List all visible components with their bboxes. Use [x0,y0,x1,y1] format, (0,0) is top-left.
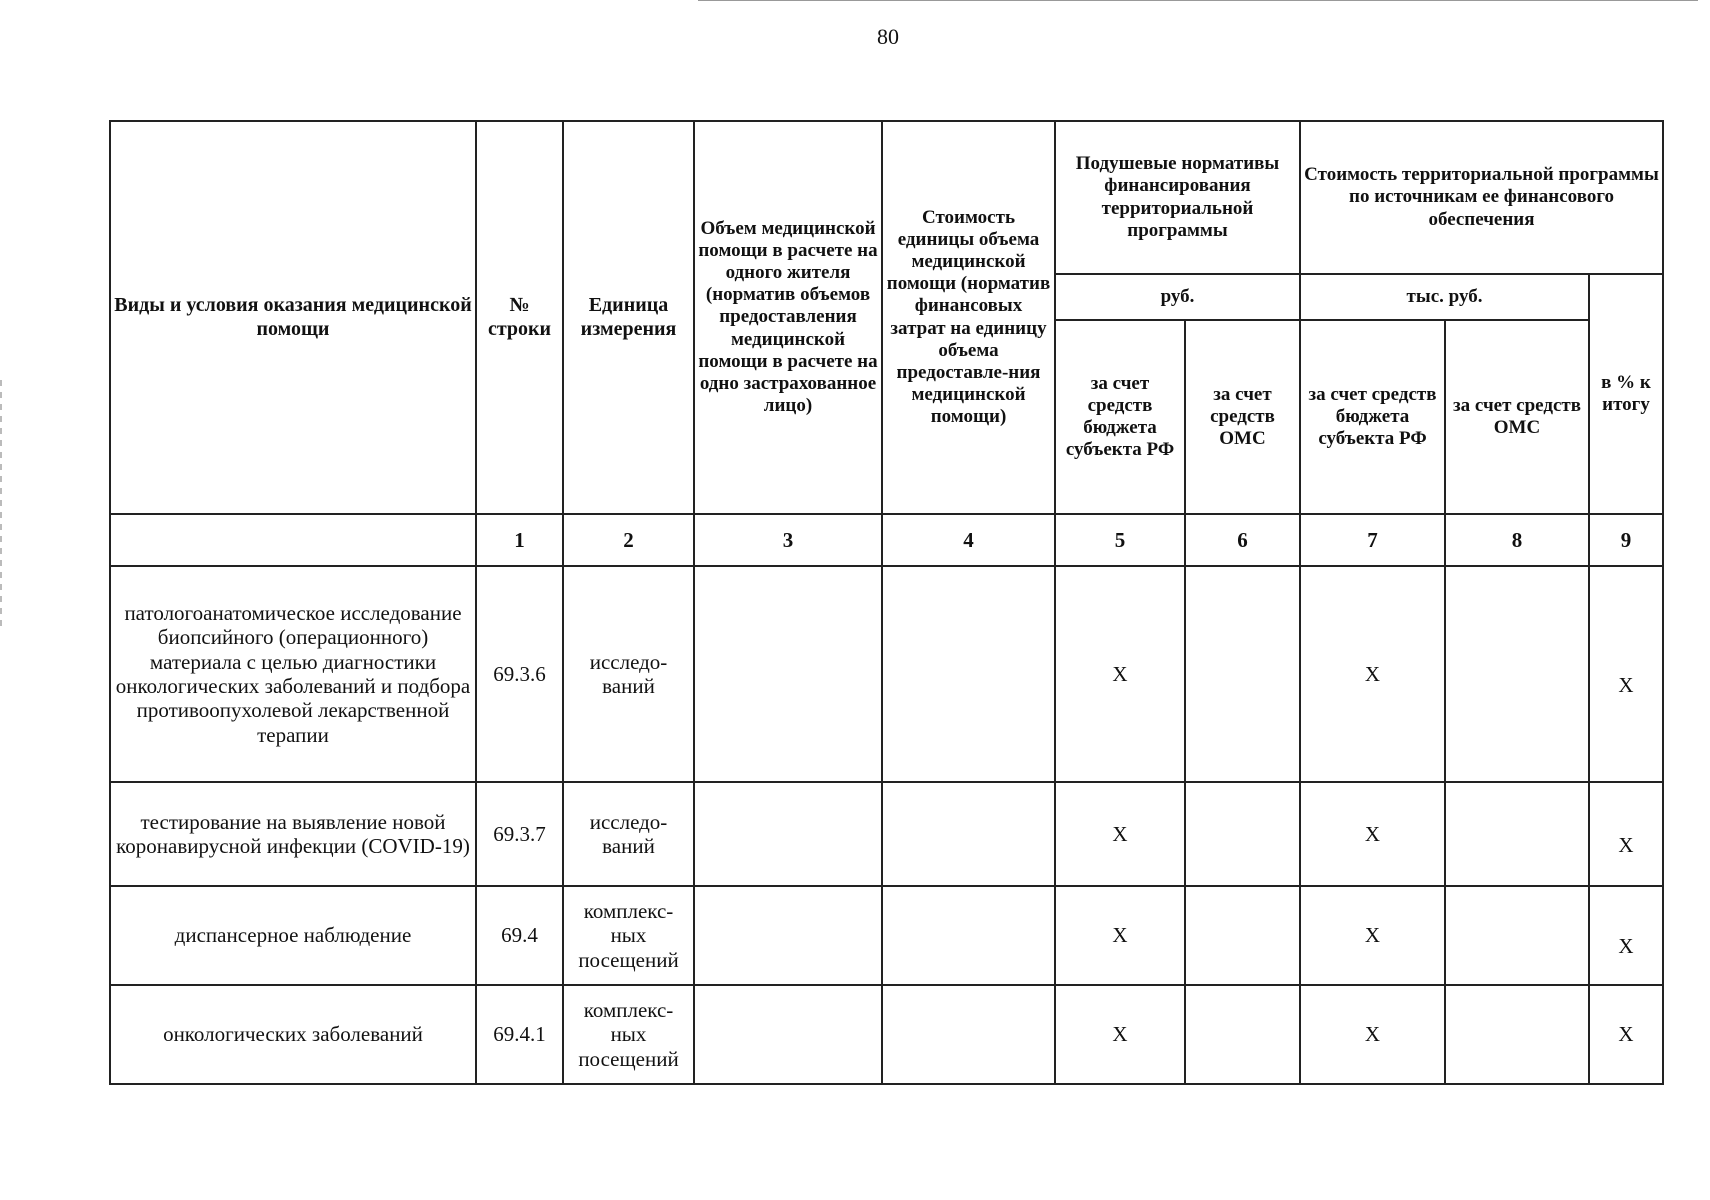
row-number: 69.3.6 [476,566,563,782]
column-number: 1 [476,514,563,566]
header-budget-rf-5: за счет средств бюджета субъекта РФ [1055,320,1185,514]
column-number: 7 [1300,514,1445,566]
financing-table [109,120,1664,1085]
header-budget-rf-7: за счет средств бюджета субъекта РФ [1300,320,1445,514]
row-name: диспансерное наблюдение [110,886,476,985]
header-unit-thousand-rub: тыс. руб. [1300,274,1589,320]
row-number: 69.4 [476,886,563,985]
header-kind-of-care: Виды и условия оказания медицинской помощи [110,121,476,514]
header-unit-cost: Стоимость единицы объема медицинской помощи (норматив финансовых затрат на единицу объема предоставле-ния медицинской помощи) [882,121,1055,514]
cell-volume [694,985,882,1084]
row-unit: исследо-ваний [563,782,694,886]
cell-oms [1185,566,1300,782]
cell-oms [1185,886,1300,985]
cell-unit-cost [882,886,1055,985]
cell-budget-rf: X [1055,782,1185,886]
top-rule [698,0,1698,1]
cell-percent-total: X [1589,566,1663,782]
cell-budget-rf-cost: X [1300,886,1445,985]
cell-oms-cost [1445,566,1589,782]
page-number: 80 [877,24,899,49]
scan-edge-artifact [0,380,2,630]
row-unit: исследо-ваний [563,566,694,782]
row-name: патологоанатомическое исследование биопсийного (операционного) материала с целью диагностики онкологических заболеваний и подбора противоопухолевой лекарственной терапии [110,566,476,782]
header-oms-8: за счет средств ОМС [1445,320,1589,514]
column-number: 5 [1055,514,1185,566]
column-number-row [110,514,1663,566]
cell-oms-cost [1445,985,1589,1084]
column-number: 4 [882,514,1055,566]
cell-percent-total: X [1589,782,1663,886]
cell-budget-rf: X [1055,566,1185,782]
table-row [110,985,1663,1084]
row-name: тестирование на выявление новой коронавирусной инфекции (COVID-19) [110,782,476,886]
cell-volume [694,886,882,985]
cell-percent-total: X [1589,886,1663,985]
header-row-number: № строки [476,121,563,514]
cell-oms-cost [1445,782,1589,886]
header-volume: Объем медицинской помощи в расчете на одного жителя (норматив объемов предоставления медицинской помощи в расчете на одно застрахованное лицо) [694,121,882,514]
cell-oms [1185,985,1300,1084]
cell-budget-rf: X [1055,886,1185,985]
cell-budget-rf-cost: X [1300,782,1445,886]
header-unit-rub: руб. [1055,274,1300,320]
header-program-cost: Стоимость территориальной программы по источникам ее финансового обеспечения [1300,121,1663,274]
cell-unit-cost [882,782,1055,886]
cell-percent-total: X [1589,985,1663,1084]
table-row [110,886,1663,985]
header-percent-total: в % к итогу [1589,274,1663,514]
header-oms-6: за счет средств ОМС [1185,320,1300,514]
table-row [110,782,1663,886]
cell-oms-cost [1445,886,1589,985]
column-number: 2 [563,514,694,566]
column-number: 9 [1589,514,1663,566]
column-number-blank [110,514,476,566]
column-number: 8 [1445,514,1589,566]
row-unit: комплекс-ных посещений [563,985,694,1084]
column-number: 6 [1185,514,1300,566]
cell-unit-cost [882,985,1055,1084]
table-row [110,566,1663,782]
row-name: онкологических заболеваний [110,985,476,1084]
cell-budget-rf-cost: X [1300,985,1445,1084]
cell-budget-rf-cost: X [1300,566,1445,782]
row-number: 69.3.7 [476,782,563,886]
cell-budget-rf: X [1055,985,1185,1084]
row-number: 69.4.1 [476,985,563,1084]
row-unit: комплекс-ных посещений [563,886,694,985]
cell-unit-cost [882,566,1055,782]
header-unit: Единица измерения [563,121,694,514]
column-number: 3 [694,514,882,566]
cell-volume [694,782,882,886]
header-per-capita-norms: Подушевые нормативы финансирования территориальной программы [1055,121,1300,274]
cell-volume [694,566,882,782]
cell-oms [1185,782,1300,886]
